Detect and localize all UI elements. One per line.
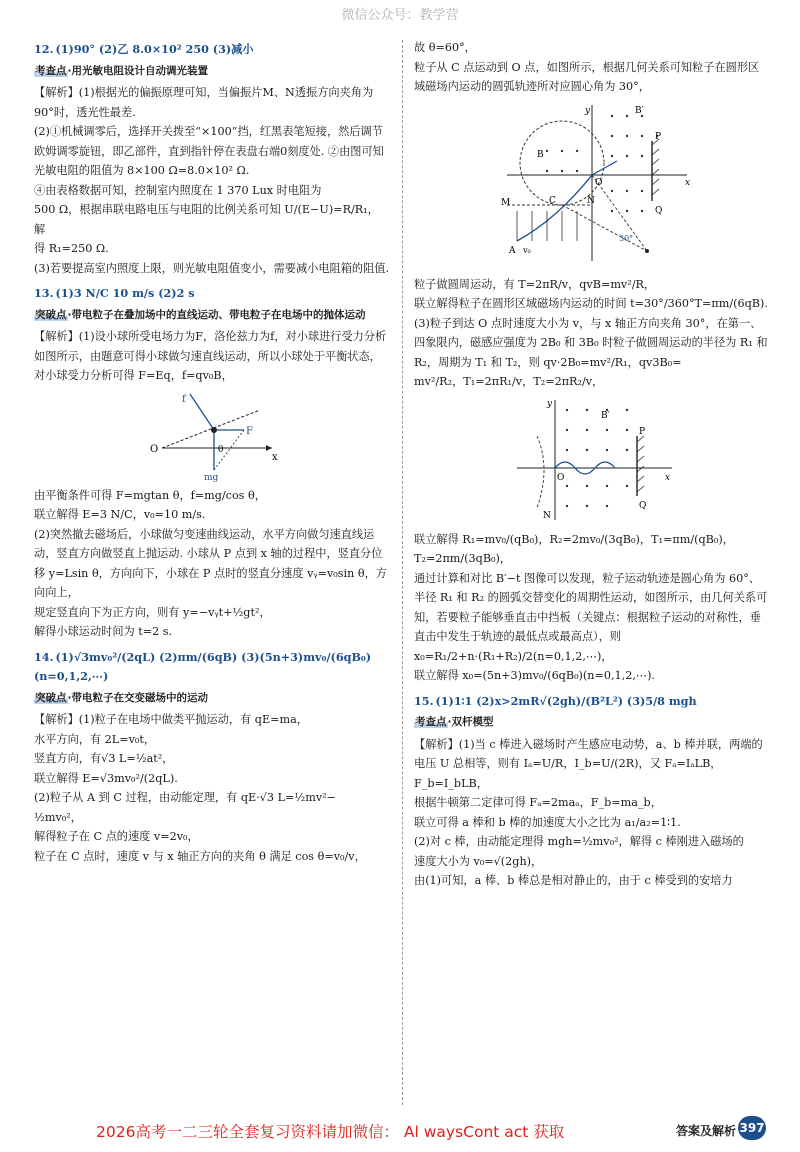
q14-header: 14. (1)√3mv₀²/(2qL) (2)πm/(6qB) (3)(5n+3)mv₀/(6qB₀)(n=0,1,2,⋯) [34,649,372,683]
q12-line: 【解析】(1)根据光的偏振原理可知，当偏振片M、N透振方向夹角为90°时，透光性最差. [34,86,374,119]
q13-header: 13. (1)3 N/C 10 m/s (2)2 s [34,286,195,300]
q13-line: 规定竖直向下为正方向，则有 y=−vᵧt+½gt²， [34,605,271,619]
q14-keypoint: 突破点·带电粒子在交变磁场中的运动 [35,691,208,704]
q14-cont-line: (3)粒子到达 O 点时速度大小为 v，与 x 轴正方向夹角 30°，在第一、四象限内，磁感应强度为 2B₀ 和 3B₀ 时粒子做圆周运动的半径为 R₁ 和 R₂，周期为 T₁ 和 T₂，则 qv·2B₀=mv²/R₁，qv3B₀= [414,316,768,369]
q13-keypoint: 突破点·带电粒子在叠加场中的直线运动、带电粒子在电场中的抛体运动 [35,308,366,321]
right-column [414,38,770,891]
q13-line: 【解析】(1)设小球所受电场力为F，洛伦兹力为f，对小球进行受力分析如图所示，由题意可得小球做匀速直线运动，所以小球处于平衡状态，对小球受力分析可得 F=Eq，f=qv₀B， [34,330,387,382]
q15-line: (2)对 c 棒，由动能定理得 mgh=½mv₀²，解得 c 棒刚进入磁场的 [414,835,744,848]
q12-line: 500 Ω，根据串联电路电压与电阻的比例关系可知 U/(E−U)=R/R₁，解 [34,203,379,236]
fig2-label-Q: Q [639,500,647,511]
q14-cont-line: 故 θ=60°， [414,41,476,54]
q12-line: 得 R₁=250 Ω. [34,242,109,255]
fig1-label-y: y [585,105,591,116]
fig1-label-A: A [509,245,516,256]
q12-line: (2)①机械调零后，选择开关拨至“×100”挡，红黑表笔短接，然后调节欧姆调零旋钮，即乙部件，直到指针停在表盘右端0刻度处. ②由图可知光敏电阻的阻值为 8×100 Ω=8.0×10² Ω. [34,125,384,177]
fig2-label-Bprime: B′ [601,410,610,421]
fig1-label-M: M [501,197,511,208]
fig1-label-angle: 30° [619,233,634,243]
fig2-label-P: P [639,426,646,437]
force-diagram [142,390,282,482]
q14-cont-line: 粒子做圆周运动，有 T=2πR/v，qvB=mv²/R， [414,277,656,291]
q14-cont-line: 粒子从 C 点运动到 O 点，如图所示，根据几何关系可知粒子在圆形区域磁场内运动的圆弧轨迹所对应圆心角为 30°， [414,60,760,93]
q13-line: 解得小球运动时间为 t=2 s. [34,625,173,638]
q14-line: 解得粒子在 C 点的速度 v=2v₀， [34,830,199,843]
q14-line: 粒子在 C 点时，速度 v 与 x 轴正方向的夹角 θ 满足 cos θ=v₀/v， [34,849,366,863]
page-number: 397 [738,1116,766,1140]
fig-label-x: x [272,451,278,463]
section-label: 答案及解析 [676,1124,737,1138]
fig1-label-P: P [655,131,662,142]
q14-cont-line: mv²/R₂，T₁=2πR₁/v，T₂=2πR₂/v， [414,375,604,388]
fig1-label-Q: Q [655,205,663,216]
fig-label-F: F [246,425,253,437]
q13-line: 联立解得 E=3 N/C，v₀=10 m/s. [34,508,206,521]
q14-line: 水平方向，有 2L=v₀t， [34,732,156,746]
q15-line: 联立可得 a 棒和 b 棒的加速度大小之比为 a₁/a₂=1∶1. [414,815,681,829]
fig2-label-O: O [557,472,565,483]
fig1-label-O: O [595,177,603,188]
trajectory-diagram-1 [487,101,697,271]
q13-line: 由平衡条件可得 F=mgtan θ，f=mg/cos θ， [34,488,266,502]
column-divider [402,40,403,1105]
q14-line: (2)粒子从 A 到 C 过程，由动能定理，有 qE·√3 L=½mv²− [34,791,337,804]
q14-cont-line: 联立解得 R₁=mv₀/(qB₀)，R₂=2mv₀/(3qB₀)，T₁=πm/(qB₀)，T₂=2πm/(3qB₀)， [414,532,734,565]
fig-label-mg: mg [204,472,219,482]
q12-line: ④由表格数据可知，控制室内照度在 1 370 Lux 时电阻为 [34,183,322,197]
q15-keypoint: 考查点·双杆模型 [415,716,494,728]
q15-header: 15. (1)1∶1 (2)x>2mR√(2gh)/(B²L²) (3)5/8 mgh [414,693,697,708]
fig-label-f: f [182,393,186,405]
q12-line: (3)若要提高室内照度上限，则光敏电阻值变小，需要减小电阻箱的阻值. [34,261,390,275]
q13-line: (2)突然撤去磁场后，小球做匀变速曲线运动，水平方向做匀速直线运动，竖直方向做竖直上抛运动. 小球从 P 点到 x 轴的过程中，竖直分位移 y=Lsin θ，方向向下，小球在 P 点时的竖直分速度 vᵧ=v₀sin θ，方向向上， [34,527,387,599]
q15-line: 【解析】(1)当 c 棒进入磁场时产生感应电动势，a、b 棒并联，两端的电压 U 总相等，则有 Iₐ=U/R，I_b=U/(2R)，又 Fₐ=IₐLB，F_b=I_bLB， [414,737,763,790]
q14-line: 联立解得 E=√3mv₀²/(2qL). [34,771,178,785]
fig1-label-N: N [587,195,595,206]
trajectory-diagram-2 [507,396,677,526]
q14-line: ½mv₀²， [34,810,82,824]
fig2-label-N: N [543,510,551,521]
fig1-label-B: B [537,149,544,160]
q14-cont-line: 联立解得粒子在圆形区域磁场内运动的时间 t=30°/360°T=πm/(6qB). [414,297,768,310]
q15-line: 由(1)可知，a 棒、b 棒总是相对静止的，由于 c 棒受到的安培力 [414,874,733,887]
promo-text: 2026高考一二三轮全套复习资料请加微信： Al waysCont act 获取 [96,1123,565,1141]
fig-label-theta: θ [218,444,224,455]
page-footer [0,1114,800,1144]
fig1-label-Bprime: B′ [635,105,644,116]
fig1-label-x: x [685,177,691,188]
q12-keypoint: 考查点·用光敏电阻设计自动调光装置 [35,64,208,77]
q15-line: 根据牛顿第二定律可得 Fₐ=2maₐ，F_b=ma_b， [414,796,662,809]
watermark: 微信公众号：教学营 [341,8,459,23]
q14-cont-line: 联立解得 x₀=(5n+3)mv₀/(6qB₀)(n=0,1,2,⋯). [414,669,655,682]
q14-cont-line: x₀=R₁/2+n·(R₁+R₂)/2(n=0,1,2,⋯)， [414,649,613,663]
q15-line: 速度大小为 v₀=√(2gh)， [414,854,543,868]
q14-cont-line: 通过计算和对比 B′−t 图像可以发现，粒子运动轨迹是圆心角为 60°、半径 R₁ 和 R₂ 的圆弧交替变化的周期性运动，如图所示，由几何关系可知，若要粒子能够垂直击中挡板（关键点：根据粒子运动的对称性，垂直击中发生于轨迹的最低点或最高点），则 [414,571,768,643]
fig2-label-y: y [547,398,553,409]
fig1-label-v0: v₀ [523,245,531,255]
fig-label-O: O [150,443,159,455]
left-column [34,38,390,866]
q14-line: 竖直方向，有√3 L=½at²， [34,752,174,765]
q14-line: 【解析】(1)粒子在电场中做类平抛运动，有 qE=ma， [34,713,308,726]
fig1-label-C: C [549,195,556,206]
fig2-label-x: x [665,472,671,483]
q12-header: 12. (1)90° (2)乙 8.0×10² 250 (3)减小 [34,42,254,56]
